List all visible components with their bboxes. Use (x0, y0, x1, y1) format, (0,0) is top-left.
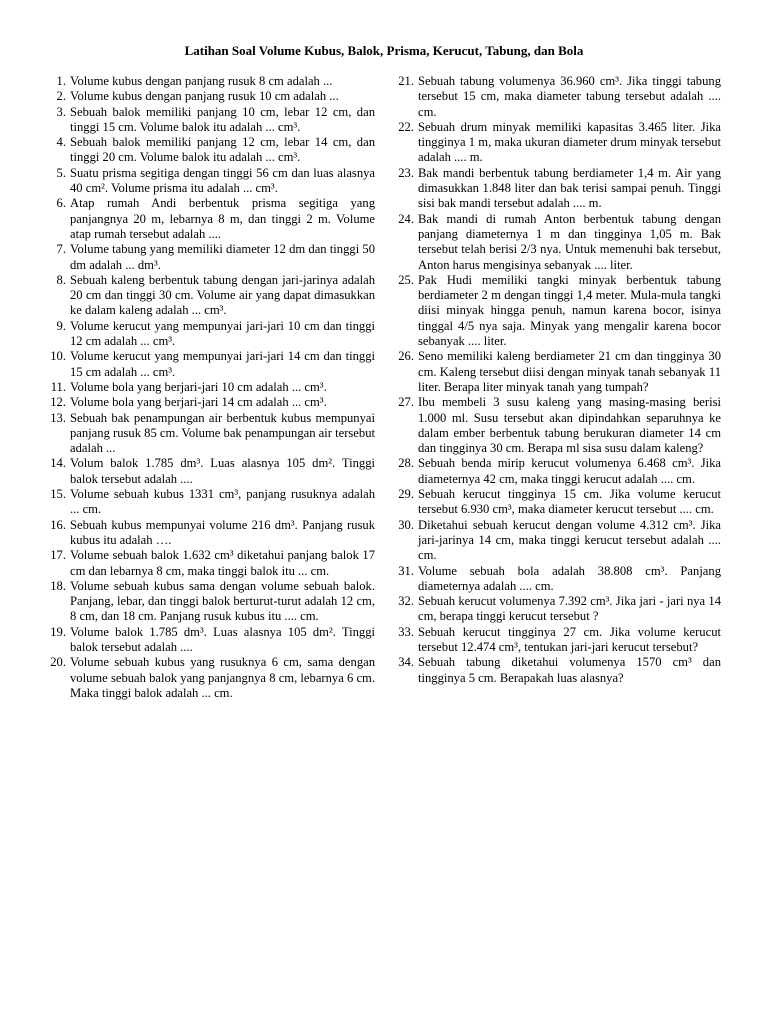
question-text: Volum balok 1.785 dm³. Luas alasnya 105 dm². Tinggi balok tersebut adalah .... (70, 456, 375, 486)
question-text: Atap rumah Andi berbentuk prisma segitiga yang panjangnya 20 m, lebarnya 8 m, dan tinggi 2 m. Volume atap rumah tersebut adalah .... (70, 196, 375, 241)
question-list-right (388, 74, 721, 686)
question-number: 3. (56, 104, 66, 119)
question-item (40, 242, 375, 273)
question-item (388, 273, 721, 349)
question-text: Volume sebuah balok 1.632 cm³ diketahui panjang balok 17 cm dan lebarnya 8 cm, maka tinggi balok itu ... cm. (70, 548, 375, 578)
question-text: Sebuah balok memiliki panjang 12 cm, lebar 14 cm, dan tinggi 20 cm. Volume balok itu adalah ... cm³. (70, 135, 375, 165)
question-text: Volume kubus dengan panjang rusuk 8 cm adalah ... (70, 74, 333, 88)
question-number: 2. (56, 89, 66, 104)
question-number: 29. (398, 487, 414, 502)
question-text: Volume balok 1.785 dm³. Luas alasnya 105 dm². Tinggi balok tersebut adalah .... (70, 624, 375, 654)
question-text: Volume sebuah kubus yang rusuknya 6 cm, sama dengan volume sebuah balok yang panjangnya 8 cm, lebarnya 6 cm. Maka tinggi balok adalah ... cm. (70, 655, 375, 700)
question-item (388, 487, 721, 518)
question-text: Volume tabung yang memiliki diameter 12 dm dan tinggi 50 dm adalah ... dm³. (70, 242, 375, 272)
question-item (40, 411, 375, 457)
question-item (40, 89, 375, 104)
question-item (388, 166, 721, 212)
question-item (40, 105, 375, 136)
question-item (40, 196, 375, 242)
question-item (40, 349, 375, 380)
question-text: Sebuah kubus mempunyai volume 216 dm³. Panjang rusuk kubus itu adalah …. (70, 517, 375, 547)
question-number: 13. (50, 410, 66, 425)
question-text: Volume bola yang berjari-jari 14 cm adalah ... cm³. (70, 395, 327, 410)
question-text: Sebuah drum minyak memiliki kapasitas 3.465 liter. Jika tingginya 1 m, maka ukuran diameter drum minyak tersebut adalah .... m. (418, 119, 721, 165)
question-text: Volume kerucut yang mempunyai jari-jari 14 cm dan tinggi 15 cm adalah ... cm³. (70, 349, 375, 379)
question-item (388, 120, 721, 166)
question-number: 1. (56, 74, 66, 88)
question-text: Pak Hudi memiliki tangki minyak berbentuk tabung berdiameter 2 m dengan tinggi 1,4 meter. Mula-mula tangki diisi minyak hingga penuh, namun karena bocor, isinya tinggal 4/5 nya saja. Minyak yang mengalir karena bocor sebanyak .... liter. (418, 272, 721, 349)
question-item (388, 655, 721, 686)
question-number: 4. (56, 135, 66, 150)
question-number: 7. (56, 242, 66, 257)
question-text: Volume sebuah bola adalah 38.808 cm³. Panjang diameternya adalah .... cm. (418, 563, 721, 593)
question-number: 6. (56, 196, 66, 211)
question-text: Seno memiliki kaleng berdiameter 21 cm dan tingginya 30 cm. Kaleng tersebut diisi dengan minyak tanah sebanyak 11 liter. Berapa liter minyak tanah yang tumpah? (418, 349, 721, 394)
question-number: 9. (56, 318, 66, 333)
question-list-left (40, 74, 375, 701)
question-item (40, 579, 375, 625)
question-text: Sebuah kerucut tingginya 15 cm. Jika volume kerucut tersebut 6.930 cm³, maka diameter kerucut tersebut .... cm. (418, 487, 721, 517)
question-number: 14. (50, 456, 66, 471)
question-text: Sebuah benda mirip kerucut volumenya 6.468 cm³. Jika diameternya 42 cm, maka tinggi kerucut adalah .... cm. (418, 456, 721, 486)
question-item (40, 166, 375, 197)
question-item (40, 625, 375, 656)
question-item (388, 456, 721, 487)
question-text: Sebuah bak penampungan air berbentuk kubus mempunyai panjang rusuk 85 cm. Volume bak penampungan air tersebut adalah ... (70, 410, 375, 456)
question-item (388, 594, 721, 625)
question-item (40, 319, 375, 350)
question-number: 27. (398, 395, 414, 410)
question-item (40, 395, 375, 410)
question-number: 23. (398, 165, 414, 180)
question-text: Sebuah kerucut volumenya 7.392 cm³. Jika jari - jari nya 14 cm, berapa tinggi kerucut tersebut ? (418, 594, 721, 624)
question-number: 18. (50, 578, 66, 593)
question-number: 10. (50, 349, 66, 364)
question-number: 33. (398, 624, 414, 639)
question-item (40, 135, 375, 166)
question-item (388, 518, 721, 564)
question-number: 26. (398, 349, 414, 364)
question-text: Volume sebuah kubus sama dengan volume sebuah balok. Panjang, lebar, dan tinggi balok berturut-turut adalah 12 cm, 8 cm, dan 18 cm. Panjang rusuk kubus itu .... cm. (70, 578, 375, 624)
question-text: Volume bola yang berjari-jari 10 cm adalah ... cm³. (70, 379, 327, 394)
question-number: 12. (50, 395, 66, 410)
question-item (388, 349, 721, 395)
question-item (40, 518, 375, 549)
question-text: Sebuah tabung diketahui volumenya 1570 cm³ dan tingginya 5 cm. Berapakah luas alasnya? (418, 655, 721, 685)
question-text: Suatu prisma segitiga dengan tinggi 56 cm dan luas alasnya 40 cm². Volume prisma itu adalah ... cm³. (70, 165, 375, 196)
question-text: Volume kerucut yang mempunyai jari-jari 10 cm dan tinggi 12 cm adalah ... cm³. (70, 318, 375, 349)
question-text: Ibu membeli 3 susu kaleng yang masing-masing berisi 1.000 ml. Susu tersebut akan dipindahkan separuhnya ke dalam ember berbentuk tabung berukuran diameter 14 cm dan tingginya 30 cm. Berapa ml sisa susu dalam kaleng? (418, 395, 721, 456)
question-number: 17. (50, 548, 66, 563)
question-item (40, 456, 375, 487)
question-number: 24. (398, 211, 414, 226)
question-number: 34. (398, 655, 414, 670)
question-item (40, 487, 375, 518)
question-number: 19. (50, 624, 66, 639)
question-item (40, 655, 375, 701)
question-text: Volume kubus dengan panjang rusuk 10 cm adalah ... (70, 89, 339, 104)
question-number: 16. (50, 517, 66, 532)
question-number: 21. (398, 74, 414, 88)
question-item (388, 564, 721, 595)
question-item (40, 380, 375, 395)
question-number: 15. (50, 487, 66, 502)
question-text: Sebuah kaleng berbentuk tabung dengan jari-jarinya adalah 20 cm dan tinggi 30 cm. Volume air yang dapat dimasukkan ke dalam kaleng adalah ... cm³. (70, 272, 375, 318)
question-number: 11. (50, 379, 66, 394)
question-text: Bak mandi berbentuk tabung berdiameter 1,4 m. Air yang dimasukkan 1.848 liter dan bak terisi sampai penuh. Tinggi sisi bak mandi tersebut adalah .... m. (418, 165, 721, 211)
question-item (40, 74, 375, 89)
question-number: 28. (398, 456, 414, 471)
question-item (40, 548, 375, 579)
question-number: 5. (56, 165, 66, 180)
question-number: 22. (398, 119, 414, 134)
question-item (40, 273, 375, 319)
question-number: 20. (50, 655, 66, 670)
question-number: 8. (56, 272, 66, 287)
question-number: 31. (398, 563, 414, 578)
question-item (388, 395, 721, 456)
question-number: 25. (398, 272, 414, 287)
question-number: 32. (398, 594, 414, 609)
question-text: Sebuah kerucut tingginya 27 cm. Jika volume kerucut tersebut 12.474 cm³, tentukan jari-jari kerucut tersebut? (418, 624, 721, 654)
question-item (388, 74, 721, 120)
question-item (388, 625, 721, 656)
question-text: Sebuah balok memiliki panjang 10 cm, lebar 12 cm, dan tinggi 15 cm. Volume balok itu adalah ... cm³. (70, 104, 375, 134)
question-text: Diketahui sebuah kerucut dengan volume 4.312 cm³. Jika jari-jarinya 14 cm, maka tinggi kerucut tersebut adalah .... cm. (418, 517, 721, 563)
question-number: 30. (398, 517, 414, 532)
question-text: Bak mandi di rumah Anton berbentuk tabung dengan panjang diameternya 1 m dan tingginya 1,05 m. Bak tersebut telah berisi 2/3 nya. Untuk memenuhi bak tersebut, Anton harus mengisinya sebanyak .... liter. (418, 211, 721, 272)
page-title: Latihan Soal Volume Kubus, Balok, Prisma, Kerucut, Tabung, dan Bola (184, 43, 584, 58)
question-item (388, 212, 721, 273)
question-text: Sebuah tabung volumenya 36.960 cm³. Jika tinggi tabung tersebut 15 cm, maka diameter tabung tersebut adalah .... cm. (418, 74, 721, 119)
question-text: Volume sebuah kubus 1331 cm³, panjang rusuknya adalah ... cm. (70, 487, 375, 517)
